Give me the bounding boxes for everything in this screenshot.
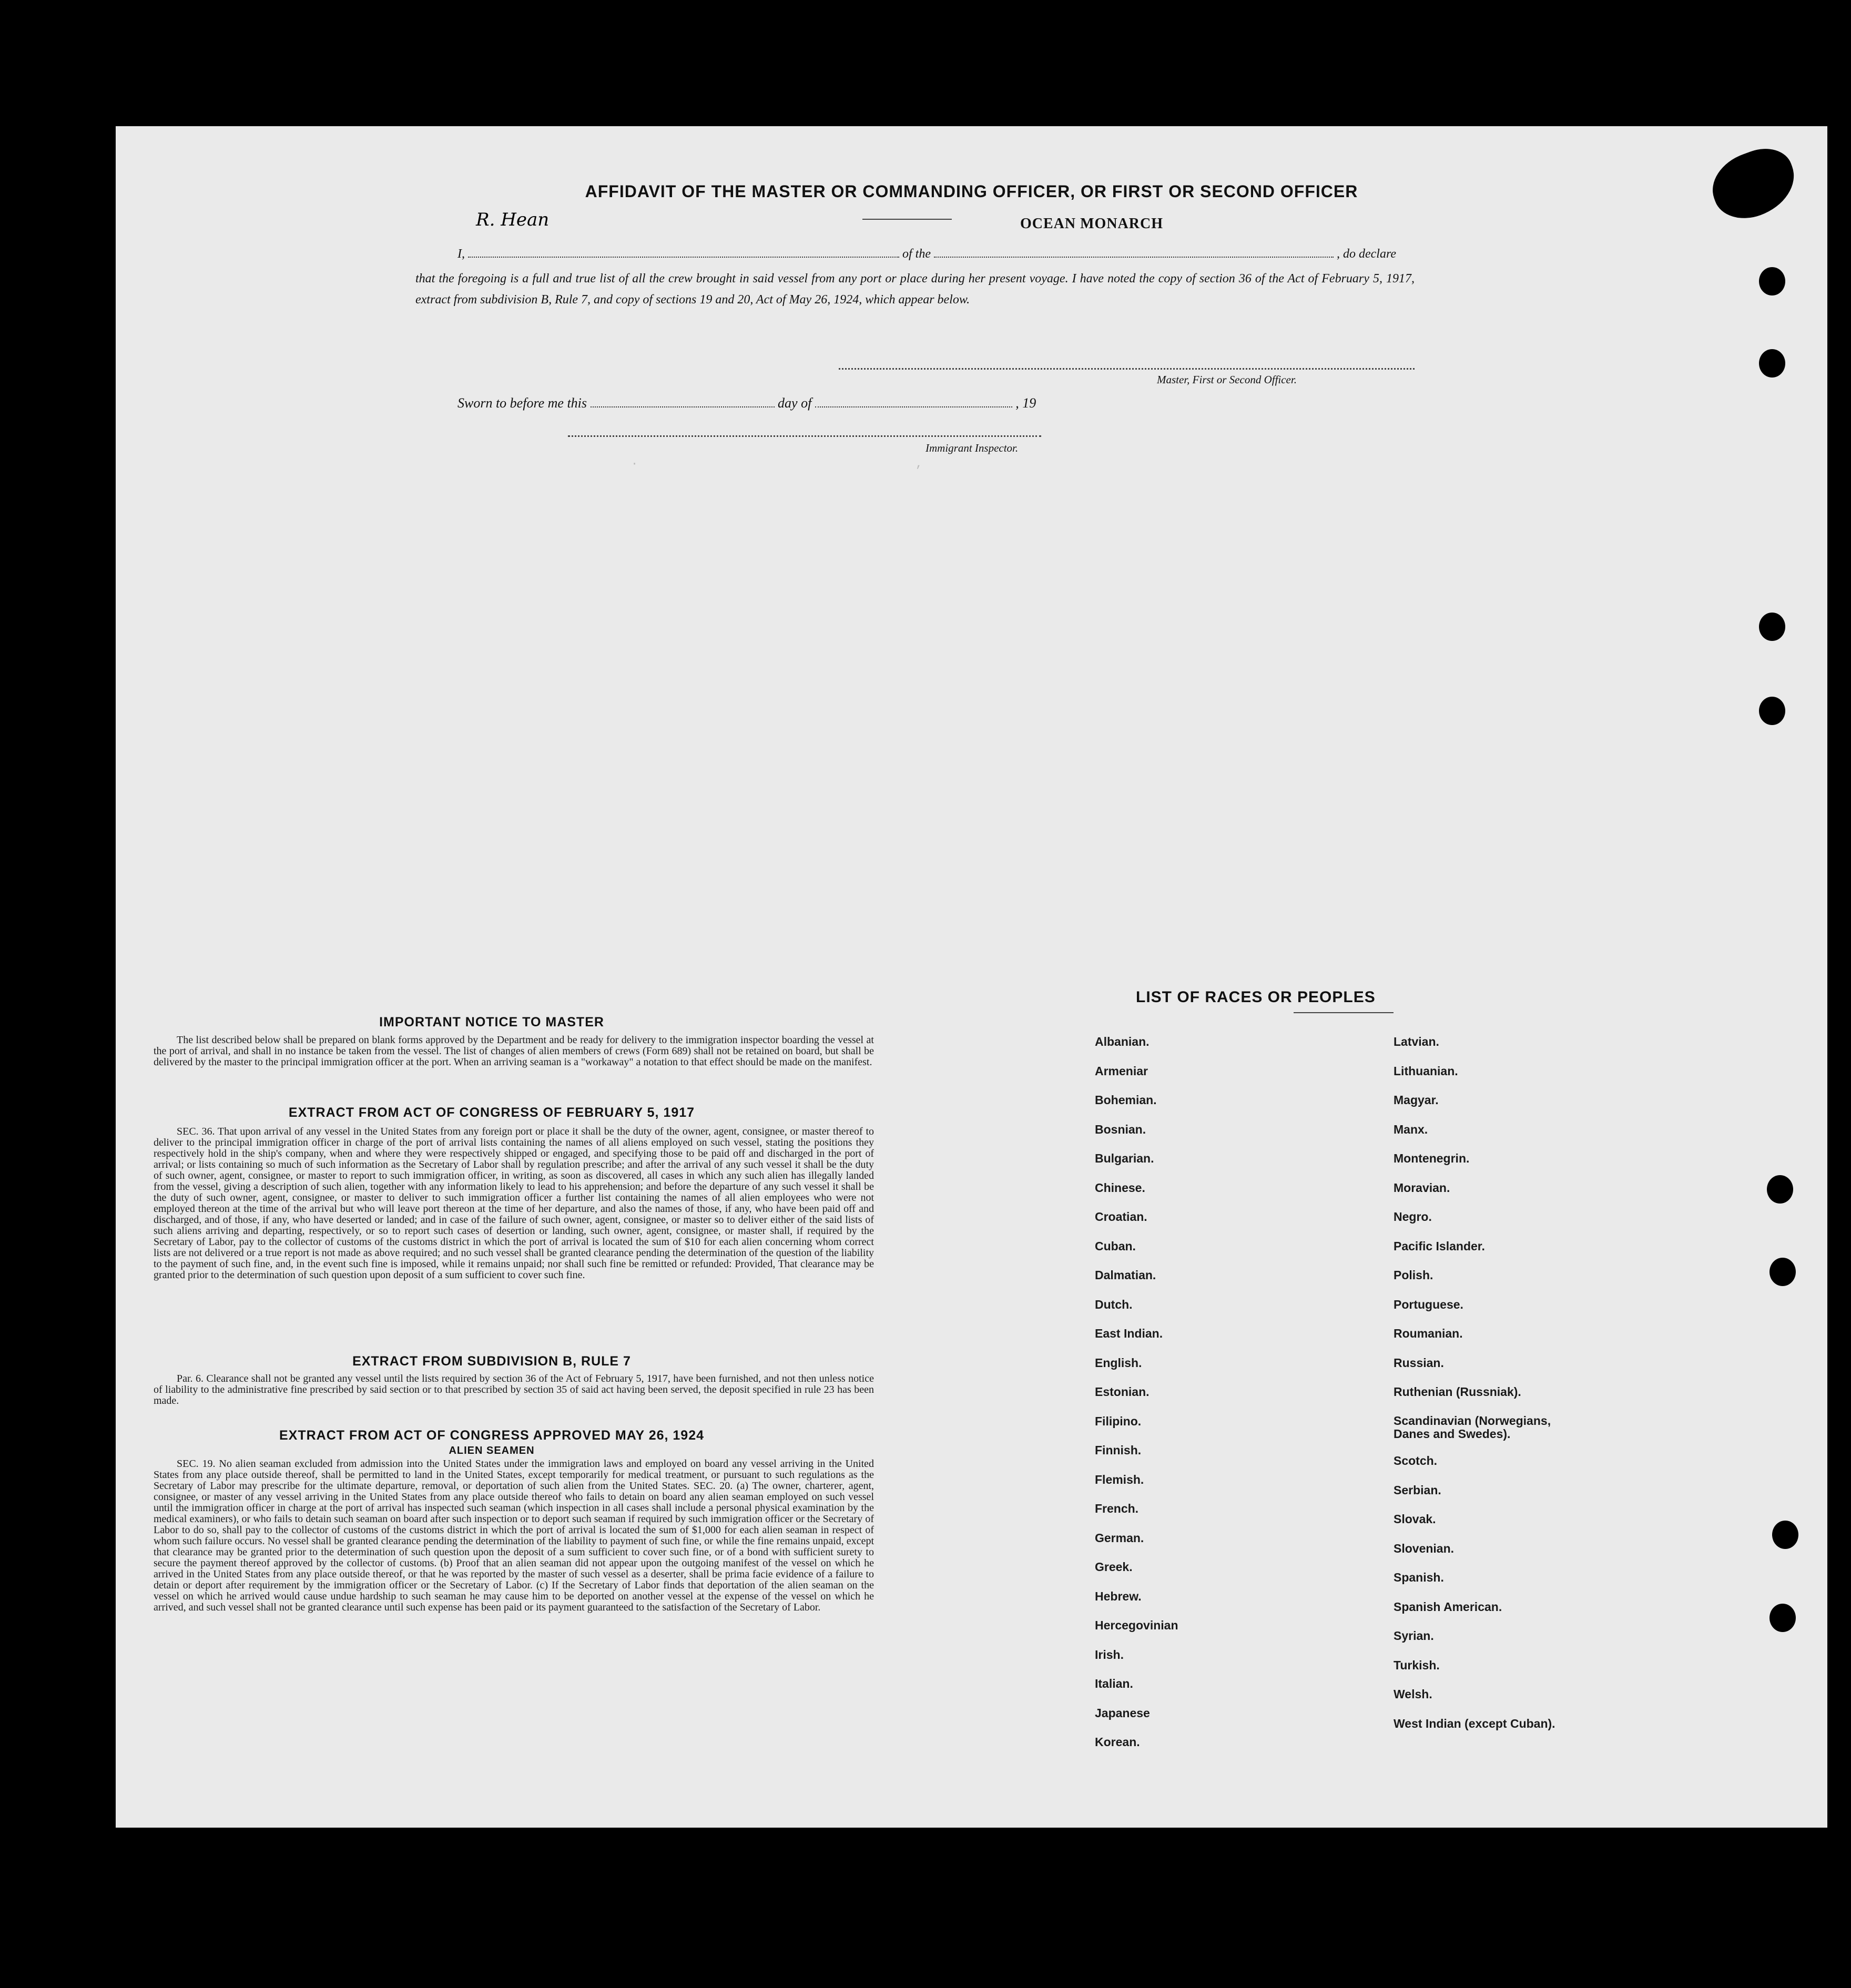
race-item: Finnish. (1095, 1443, 1142, 1457)
sworn-day-blank (591, 406, 775, 407)
race-item: Spanish. (1394, 1571, 1444, 1584)
race-item: Slovenian. (1394, 1541, 1455, 1555)
binder-hole (1769, 1604, 1796, 1632)
master-signature-line (839, 368, 1415, 370)
binder-hole (1767, 1175, 1793, 1204)
vessel-name: OCEAN MONARCH (1020, 216, 1163, 232)
race-item: Flemish. (1095, 1472, 1144, 1486)
race-item: Irish. (1095, 1647, 1124, 1661)
declaration-do-declare: , do declare (1337, 247, 1397, 261)
inspector-caption: Immigrant Inspector. (926, 442, 1019, 454)
notice-text: The list described below shall be prepared on blank forms approved by the Department and be ready for delivery to the immigration inspector boarding the vessel at the port of arrival, and shall in no instance be taken from the vessel. The list of changes of alien members of crews (Form 689) shall not be retained on board, but shall be delivered by the master to the principal immigration officer at the port. When an arriving seaman is a "workaway" a notation to that effect should be made on the manifest. (154, 1034, 874, 1068)
title-rule (862, 219, 952, 220)
rule7-text: Par. 6. Clearance shall not be granted any vessel until the lists required by section 36 of the Act of February 5, 1917, have been furnished, and not then unless notice of liability to the administrative fine prescribed by said section or to that prescribed by section 35 of said act having been served, the deposit specified in rule 23 has been made. (154, 1373, 874, 1406)
race-item: Montenegrin. (1394, 1151, 1470, 1165)
affidavit-title: AFFIDAVIT OF THE MASTER OR COMMANDING OFFICER, OR FIRST OR SECOND OFFICER (585, 182, 1358, 201)
declaration-i: I, (457, 247, 465, 261)
binder-hole (1759, 349, 1785, 378)
affidavit-body: that the foregoing is a full and true list of all the crew brought in said vessel from any port or place during her present voyage. I have noted the copy of section 36 of the Act of February 5, 1917, extract from subdivision B, Rule 7, and copy of sections 19 and 20, Act of May 26, 1924, which appear below. (415, 272, 1415, 307)
master-signature: R. Hean (476, 209, 550, 230)
race-item: Estonian. (1095, 1385, 1150, 1399)
race-item: Bosnian. (1095, 1122, 1146, 1136)
race-item: Hebrew. (1095, 1589, 1142, 1603)
races-title-rule (1294, 1012, 1394, 1013)
race-item: Turkish. (1394, 1658, 1440, 1672)
declaration-of-the: of the (902, 247, 931, 261)
binder-hole (1759, 613, 1785, 641)
race-item: English. (1095, 1355, 1142, 1370)
binder-hole (1759, 267, 1785, 295)
race-item: Filipino. (1095, 1414, 1142, 1428)
declaration-line (457, 247, 1396, 261)
races-title: LIST OF RACES OR PEOPLES (1136, 988, 1376, 1006)
sworn-line (457, 395, 1036, 411)
race-item: Dalmatian. (1095, 1268, 1156, 1282)
document-page (116, 126, 1827, 1828)
binder-hole (1769, 1258, 1796, 1286)
race-item: Pacific Islander. (1394, 1239, 1485, 1253)
sworn-day-of: day of (778, 395, 812, 411)
name-blank (468, 257, 899, 258)
race-item: Negro. (1394, 1210, 1432, 1224)
race-item: Serbian. (1394, 1483, 1441, 1497)
race-item: Welsh. (1394, 1687, 1432, 1701)
race-item: Hercegovinian (1095, 1618, 1178, 1632)
race-item: Japanese (1095, 1706, 1150, 1720)
race-item: French. (1095, 1502, 1139, 1515)
bleed-through-marks: · , (631, 457, 923, 471)
race-item: Ruthenian (Russniak). (1394, 1385, 1521, 1399)
master-caption: Master, First or Second Officer. (1157, 373, 1297, 386)
extract-1917-text: SEC. 36. That upon arrival of any vessel in the United States from any foreign port or place it shall be the duty of the owner, agent, consignee, or master thereof to deliver to the principal immigration officer in charge of the port of arrival lists containing the names of all aliens employed on such vessel, stating the positions they respectively hold in the ship's company, when and where they were respectively shipped or engaged, and specifying those to be paid off and discharged in the port of arrival; or lists containing so much of such information as the Secretary of Labor shall by regulation prescribe; and after the arrival of any such vessel it shall be the duty of such owner, agent, consignee, or master to report to such immigration officer, in writing, as soon as discovered, all cases in which any such alien has illegally landed from the vessel, giving a description of such alien, together with any information likely to lead to his apprehension; and before the departure of any such vessel it shall be the duty of such owner, agent, consignee, or master to deliver to such immigration officer a further list containing the names of all alien employees who were not employed thereon at the time of the arrival but who will leave port thereon at the time of her departure, and also the names of those, if any, who have been paid off and discharged, and of those, if any, who have deserted or landed; and in case of the failure of such owner, agent, consignee, or master so to deliver either of the said lists of such aliens arriving and departing, respectively, or so to report such cases of desertion or landing, such owner, agent, consignee, or master shall, if required by the Secretary of Labor, pay to the collector of customs of the customs district in which the port of arrival is located the sum of $10 for each alien concerning whom correct lists are not delivered or a true report is not made as above required; and no such vessel shall be granted clearance pending the determination of the question of the liability to the payment of such fine, and, in the event such fine is imposed, while it remains unpaid; nor shall such fine be remitted or refunded: Provided, That clearance may be granted prior to the determination of such question upon deposit of a sum sufficient to cover such fine. (154, 1126, 874, 1281)
race-item: Slovak. (1394, 1512, 1436, 1526)
race-item: Portuguese. (1394, 1297, 1463, 1311)
race-item: Dutch. (1095, 1297, 1133, 1311)
race-item: Latvian. (1394, 1035, 1439, 1048)
race-item: German. (1095, 1531, 1144, 1545)
race-item: Syrian. (1394, 1629, 1434, 1643)
race-item: Korean. (1095, 1735, 1140, 1749)
race-item: Greek. (1095, 1560, 1133, 1574)
race-item: Russian. (1394, 1355, 1444, 1370)
race-item: Manx. (1394, 1122, 1428, 1136)
race-item: Scotch. (1394, 1454, 1438, 1467)
race-item: Chinese. (1095, 1180, 1145, 1195)
binder-hole (1759, 697, 1785, 725)
race-item: West Indian (except Cuban). (1394, 1716, 1555, 1730)
extract-1924-subtitle: ALIEN SEAMEN (449, 1445, 535, 1456)
rule7-title: EXTRACT FROM SUBDIVISION B, RULE 7 (352, 1354, 631, 1369)
race-item: Magyar. (1394, 1093, 1439, 1107)
sworn-prefix: Sworn to before me this (457, 395, 587, 411)
inspector-signature-line (568, 435, 1041, 437)
race-item: Spanish American. (1394, 1599, 1502, 1614)
race-item: Italian. (1095, 1677, 1133, 1690)
extract-1917-title: EXTRACT FROM ACT OF CONGRESS OF FEBRUARY 5, 1917 (288, 1105, 695, 1120)
race-item: Albanian. (1095, 1035, 1150, 1048)
sworn-year: , 19 (1015, 395, 1036, 411)
vessel-blank (934, 257, 1334, 258)
race-item: Scandinavian (Norwegians, Danes and Swedes). (1394, 1413, 1551, 1441)
race-item: Bohemian. (1095, 1093, 1157, 1107)
race-item: Moravian. (1394, 1180, 1450, 1195)
extract-1924-text: SEC. 19. No alien seaman excluded from admission into the United States under the immigration laws and employed on board any vessel arriving in the United States from any place outside thereof, shall be permitted to land in the United States, except temporarily for medical treatment, or pursuant to such regulations as the Secretary of Labor may prescribe for the ultimate departure, removal, or deportation of such alien from the United States. SEC. 20. (a) The owner, charterer, agent, consignee, or master of any vessel arriving in the United States from any place outside thereof who fails to detain on board any alien seaman employed on such vessel until the immigration officer in charge at the port of arrival has inspected such seaman (which inspection in all cases shall include a personal physical examination by the medical examiners), or who fails to detain such seaman on board after such inspection or to deport such seaman if required by such immigration officer or the Secretary of Labor to do so, shall pay to the collector of customs of the customs district in which the port of arrival is located the sum of $1,000 for each alien seaman in respect of whom such failure occurs. No vessel shall be granted clearance pending the determination of the liability to payment of such fine, or while the fine remains unpaid, except that clearance may be granted prior to the determination of such question upon the deposit of a sum sufficient to cover such fine, or of a bond with sufficient surety to secure the payment thereof approved by the collector of customs. (b) Proof that an alien seaman did not appear upon the outgoing manifest of the vessel on which he arrived in the United States from any place outside thereof, or that he was reported by the master of such vessel as a deserter, shall be prima facie evidence of a failure to detain or deport after requirement by the immigration officer or the Secretary of Labor. (c) If the Secretary of Labor finds that deportation of the alien seaman on the vessel on which he arrived would cause undue hardship to such seaman he may cause him to be deported on another vessel at the expense of the vessel on which he arrived, and such vessel shall not be granted clearance until such expense has been paid or its payment guaranteed to the satisfaction of the Secretary of Labor. (154, 1458, 874, 1613)
extract-1924-title: EXTRACT FROM ACT OF CONGRESS APPROVED MAY 26, 1924 (279, 1428, 705, 1443)
race-item: Croatian. (1095, 1210, 1147, 1224)
notice-title: IMPORTANT NOTICE TO MASTER (379, 1015, 604, 1029)
race-item: East Indian. (1095, 1327, 1163, 1340)
race-item: Polish. (1394, 1268, 1433, 1282)
race-item: Roumanian. (1394, 1327, 1463, 1340)
race-item: Armeniar (1095, 1064, 1148, 1078)
race-item: Bulgarian. (1095, 1151, 1154, 1165)
race-item: Lithuanian. (1394, 1064, 1458, 1078)
sworn-month-blank (815, 406, 1012, 407)
race-item: Cuban. (1095, 1239, 1136, 1253)
binder-hole (1772, 1521, 1798, 1549)
